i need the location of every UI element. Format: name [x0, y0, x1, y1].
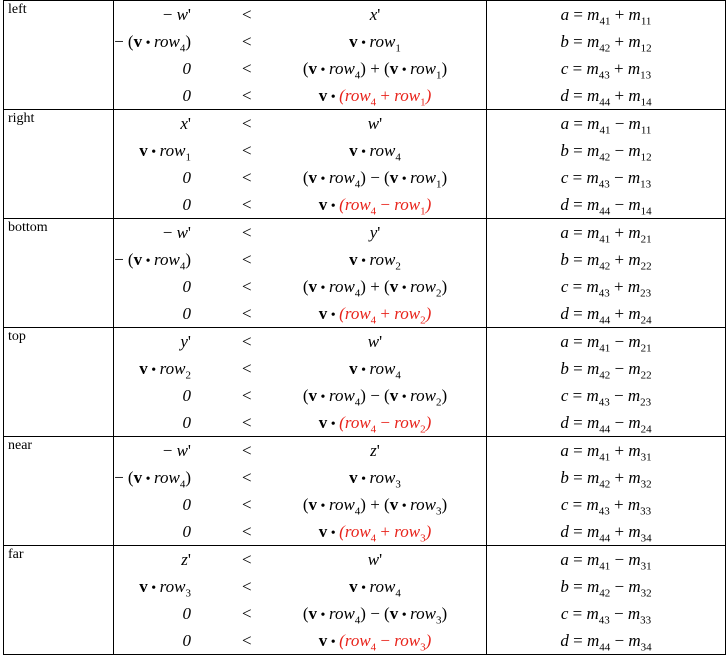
inequality-lhs: v • row$_2$ — [139, 359, 191, 382]
less-than-sign: < — [242, 223, 252, 242]
less-than-sign: < — [242, 604, 252, 623]
inequality-line — [114, 600, 486, 627]
inequality-line — [114, 437, 486, 464]
inequality-line — [114, 273, 486, 300]
less-than-sign: < — [242, 5, 252, 24]
inequality-line — [114, 573, 486, 600]
inequality-rhs: (v • row$_4$) − (v • row$_2$) — [302, 386, 448, 409]
inequality-lhs: − (v • row$_4$) — [114, 468, 191, 491]
inequality-lhs: 0 — [182, 195, 191, 214]
inequality-rhs: v • (row$_4$ + row$_1$) — [318, 86, 432, 109]
coefficient-line: $d = m_{44} - m_{24}$ — [560, 413, 652, 436]
plane-row-left — [4, 1, 726, 110]
inequality-rhs: w' — [367, 332, 383, 351]
less-than-sign: < — [242, 577, 252, 596]
inequality-cell — [114, 546, 487, 655]
coefficient-line: $b = m_{42} + m_{22}$ — [560, 250, 652, 273]
inequality-lhs: 0 — [182, 522, 191, 541]
plane-name: top — [4, 328, 114, 437]
plane-row-top — [4, 328, 726, 437]
coefficient-cell — [487, 546, 726, 655]
less-than-sign: < — [242, 332, 252, 351]
less-than-sign: < — [242, 522, 252, 541]
coefficient-line: $b = m_{42} - m_{32}$ — [560, 577, 652, 600]
less-than-sign: < — [242, 631, 252, 650]
coefficient-line: $a = m_{41} + m_{21}$ — [560, 223, 652, 246]
less-than-sign: < — [242, 468, 252, 487]
coefficient-line: $d = m_{44} - m_{14}$ — [560, 195, 652, 218]
inequality-line — [114, 110, 486, 137]
inequality-rhs: (v • row$_4$) − (v • row$_1$) — [302, 168, 448, 191]
inequality-lhs: 0 — [182, 304, 191, 323]
inequality-rhs: v • row$_4$ — [349, 141, 401, 164]
plane-row-far — [4, 546, 726, 655]
inequality-lhs: y' — [180, 332, 191, 351]
inequality-rhs: w' — [367, 114, 383, 133]
inequality-line — [114, 464, 486, 491]
plane-row-bottom — [4, 219, 726, 328]
inequality-lhs: − w' — [162, 441, 191, 460]
inequality-line — [114, 546, 486, 573]
less-than-sign: < — [242, 304, 252, 323]
inequality-rhs: v • (row$_4$ − row$_3$) — [318, 631, 432, 654]
inequality-cell — [114, 328, 487, 437]
inequality-line — [114, 137, 486, 164]
less-than-sign: < — [242, 114, 252, 133]
coefficient-line: $a = m_{41} + m_{31}$ — [560, 441, 652, 464]
inequality-line — [114, 627, 486, 654]
inequality-lhs: z' — [181, 550, 191, 569]
inequality-lhs: 0 — [182, 604, 191, 623]
coefficient-line: $a = m_{41} - m_{31}$ — [560, 550, 652, 573]
coefficient-cell — [487, 1, 726, 110]
inequality-rhs: y' — [369, 223, 381, 242]
inequality-line — [114, 491, 486, 518]
inequality-line — [114, 191, 486, 218]
clip-planes-table — [3, 0, 726, 655]
inequality-rhs: (v • row$_4$) + (v • row$_2$) — [302, 277, 448, 300]
inequality-line — [114, 164, 486, 191]
inequality-lhs: 0 — [182, 495, 191, 514]
inequality-cell — [114, 437, 487, 546]
inequality-line — [114, 300, 486, 327]
inequality-lhs: − (v • row$_4$) — [114, 250, 191, 273]
inequality-line — [114, 82, 486, 109]
less-than-sign: < — [242, 359, 252, 378]
inequality-line — [114, 55, 486, 82]
coefficient-line: $d = m_{44} + m_{14}$ — [560, 86, 652, 109]
plane-name: left — [4, 1, 114, 110]
plane-name: right — [4, 110, 114, 219]
less-than-sign: < — [242, 550, 252, 569]
inequality-lhs: v • row$_3$ — [139, 577, 191, 600]
coefficient-line: $d = m_{44} + m_{24}$ — [560, 304, 652, 327]
inequality-rhs: v • row$_4$ — [349, 577, 401, 600]
inequality-line — [114, 328, 486, 355]
inequality-lhs: 0 — [182, 86, 191, 105]
coefficient-line: $a = m_{41} + m_{11}$ — [560, 5, 652, 28]
inequality-lhs: 0 — [182, 168, 191, 187]
coefficient-cell — [487, 110, 726, 219]
inequality-lhs: x' — [180, 114, 191, 133]
less-than-sign: < — [242, 413, 252, 432]
less-than-sign: < — [242, 32, 252, 51]
inequality-lhs: − (v • row$_4$) — [114, 32, 191, 55]
coefficient-line: $b = m_{42} - m_{12}$ — [560, 141, 652, 164]
less-than-sign: < — [242, 441, 252, 460]
plane-row-near — [4, 437, 726, 546]
inequality-line — [114, 518, 486, 545]
inequality-rhs: v • (row$_4$ + row$_2$) — [318, 304, 432, 327]
inequality-lhs: − w' — [162, 5, 191, 24]
inequality-line — [114, 355, 486, 382]
plane-name: bottom — [4, 219, 114, 328]
coefficient-line: $c = m_{43} - m_{13}$ — [560, 168, 652, 191]
coefficient-line: $c = m_{43} + m_{13}$ — [560, 59, 652, 82]
inequality-lhs: v • row$_1$ — [139, 141, 191, 164]
inequality-rhs: x' — [369, 5, 381, 24]
inequality-cell — [114, 110, 487, 219]
inequality-lhs: 0 — [182, 386, 191, 405]
coefficient-line: $d = m_{44} - m_{34}$ — [560, 631, 652, 654]
coefficient-line: $a = m_{41} - m_{21}$ — [560, 332, 652, 355]
less-than-sign: < — [242, 277, 252, 296]
inequality-line — [114, 409, 486, 436]
inequality-line — [114, 1, 486, 28]
inequality-cell — [114, 219, 487, 328]
inequality-rhs: (v • row$_4$) − (v • row$_3$) — [302, 604, 448, 627]
inequality-rhs: w' — [367, 550, 383, 569]
inequality-rhs: v • (row$_4$ − row$_2$) — [318, 413, 432, 436]
less-than-sign: < — [242, 168, 252, 187]
coefficient-line: $c = m_{43} + m_{23}$ — [560, 277, 652, 300]
inequality-rhs: v • row$_3$ — [349, 468, 401, 491]
less-than-sign: < — [242, 141, 252, 160]
inequality-line — [114, 246, 486, 273]
less-than-sign: < — [242, 195, 252, 214]
less-than-sign: < — [242, 386, 252, 405]
inequality-rhs: v • (row$_4$ + row$_3$) — [318, 522, 432, 545]
coefficient-cell — [487, 328, 726, 437]
coefficient-line: $b = m_{42} - m_{22}$ — [560, 359, 652, 382]
inequality-rhs: z' — [370, 441, 380, 460]
inequality-lhs: 0 — [182, 277, 191, 296]
plane-name: far — [4, 546, 114, 655]
coefficient-line: $c = m_{43} - m_{23}$ — [560, 386, 652, 409]
inequality-rhs: (v • row$_4$) + (v • row$_1$) — [302, 59, 448, 82]
plane-name: near — [4, 437, 114, 546]
less-than-sign: < — [242, 250, 252, 269]
coefficient-line: $b = m_{42} + m_{32}$ — [560, 468, 652, 491]
less-than-sign: < — [242, 86, 252, 105]
inequality-line — [114, 28, 486, 55]
inequality-lhs: 0 — [182, 59, 191, 78]
coefficient-line: $c = m_{43} + m_{33}$ — [560, 495, 652, 518]
inequality-lhs: − w' — [162, 223, 191, 242]
coefficient-line: $a = m_{41} - m_{11}$ — [560, 114, 652, 137]
plane-row-right — [4, 110, 726, 219]
inequality-rhs: v • row$_4$ — [349, 359, 401, 382]
inequality-lhs: 0 — [182, 413, 191, 432]
inequality-line — [114, 382, 486, 409]
inequality-line — [114, 219, 486, 246]
coefficient-line: $d = m_{44} + m_{34}$ — [560, 522, 652, 545]
inequality-rhs: v • row$_2$ — [349, 250, 401, 273]
inequality-cell — [114, 1, 487, 110]
inequality-rhs: v • row$_1$ — [349, 32, 401, 55]
inequality-rhs: v • (row$_4$ − row$_1$) — [318, 195, 432, 218]
inequality-lhs: 0 — [182, 631, 191, 650]
less-than-sign: < — [242, 495, 252, 514]
coefficient-line: $b = m_{42} + m_{12}$ — [560, 32, 652, 55]
coefficient-cell — [487, 437, 726, 546]
coefficient-cell — [487, 219, 726, 328]
coefficient-line: $c = m_{43} - m_{33}$ — [560, 604, 652, 627]
less-than-sign: < — [242, 59, 252, 78]
inequality-rhs: (v • row$_4$) + (v • row$_3$) — [302, 495, 448, 518]
